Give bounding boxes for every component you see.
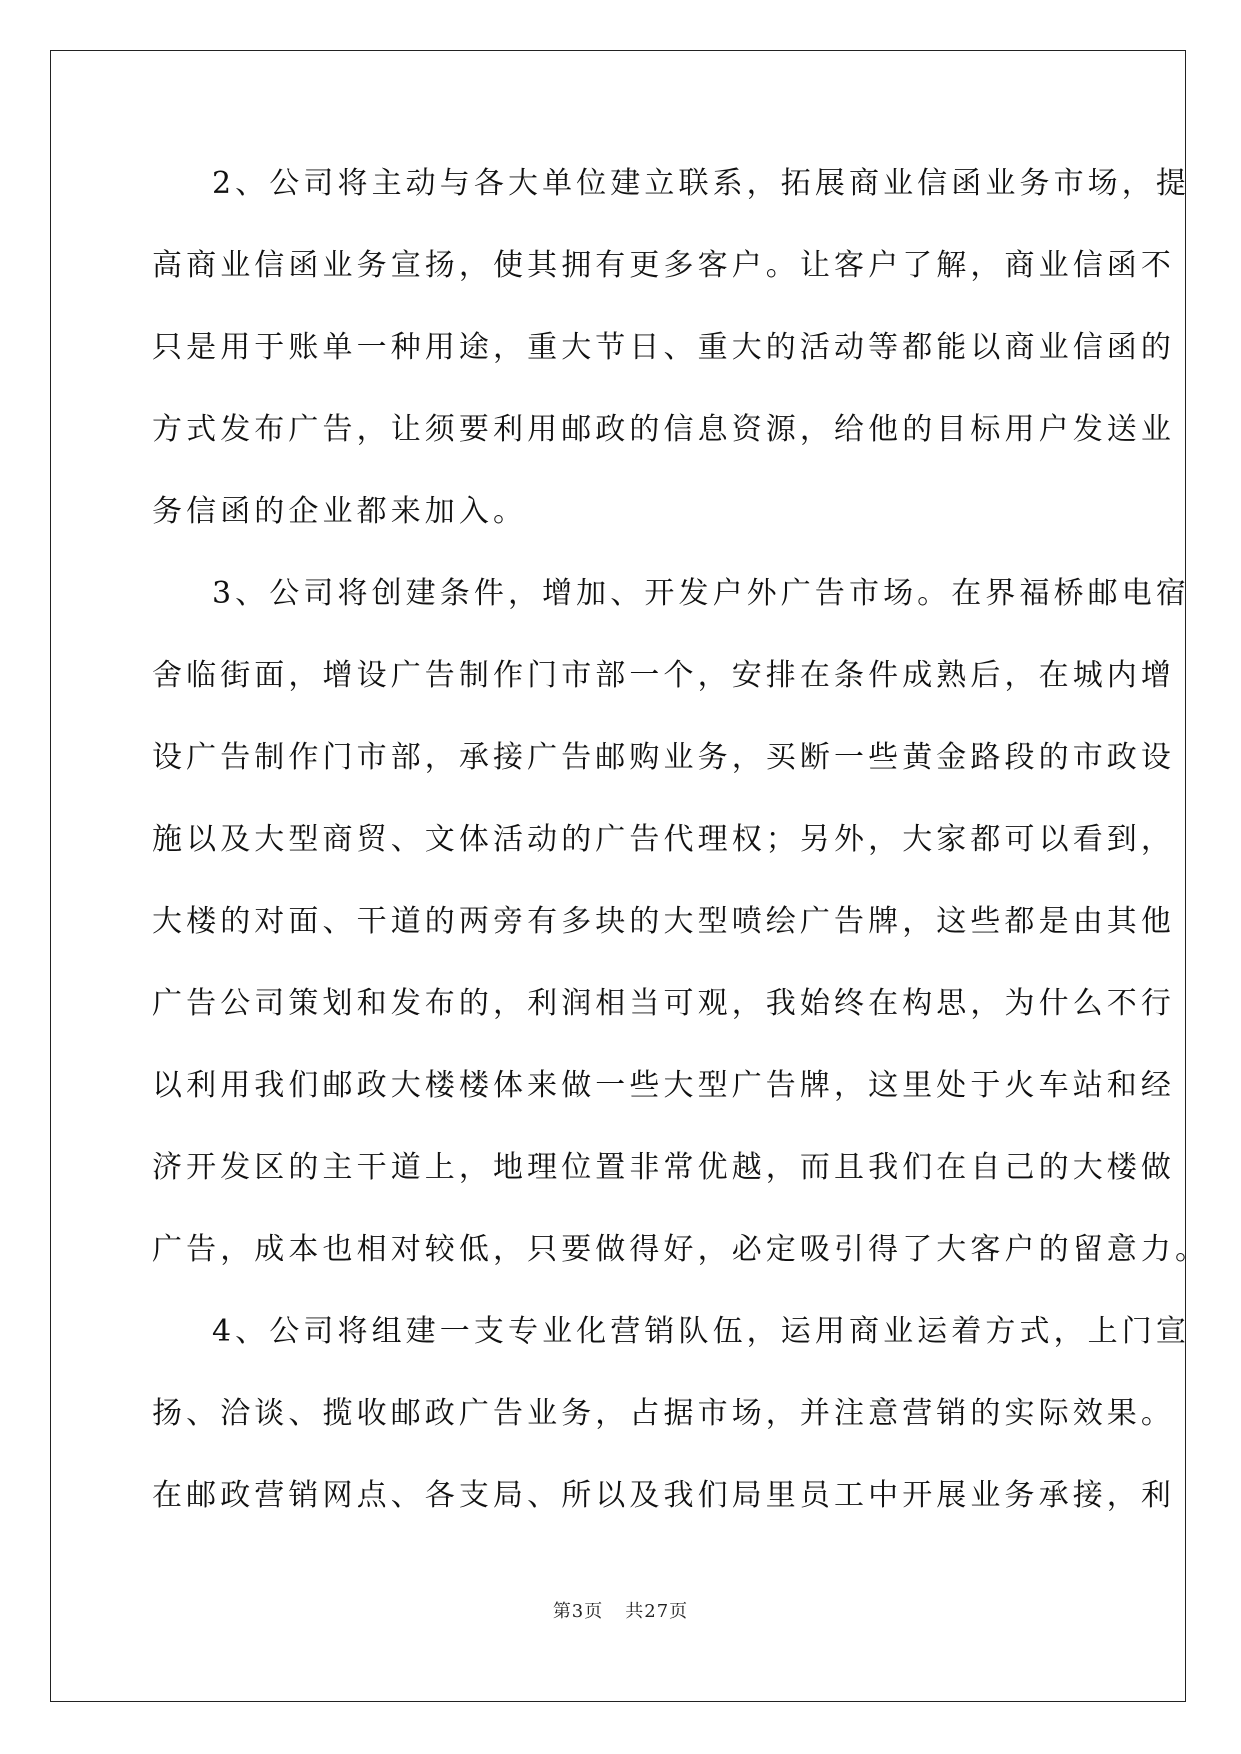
page-number: 第3页: [552, 1601, 604, 1622]
page-footer: [0, 1597, 1241, 1623]
paragraph-2-line-2: 高商业信函业务宣扬，使其拥有更多客户。让客户了解，商业信函不: [152, 248, 1175, 283]
paragraph-2-line-5: 务信函的企业都来加入。: [152, 494, 528, 529]
paragraph-3-line-4: 施以及大型商贸、文体活动的广告代理权；另外，大家都可以看到，: [152, 822, 1175, 857]
paragraph-4-line-1: 4、公司将组建一支专业化营销队伍，运用商业运着方式，上门宣: [212, 1314, 1190, 1349]
paragraph-3-line-7: 以利用我们邮政大楼楼体来做一些大型广告牌，这里处于火车站和经: [152, 1068, 1175, 1103]
paragraph-4-line-2: 扬、洽谈、揽收邮政广告业务，占据市场，并注意营销的实际效果。: [152, 1396, 1175, 1431]
paragraph-3-line-5: 大楼的对面、干道的两旁有多块的大型喷绘广告牌，这些都是由其他: [152, 904, 1175, 939]
paragraph-3-line-6: 广告公司策划和发布的，利润相当可观，我始终在构思，为什么不行: [152, 986, 1175, 1021]
document-body: [152, 159, 1210, 1553]
paragraph-2-line-4: 方式发布广告，让须要利用邮政的信息资源，给他的目标用户发送业: [152, 412, 1175, 447]
paragraph-3-line-9: 广告，成本也相对较低，只要做得好，必定吸引得了大客户的留意力。: [152, 1232, 1210, 1267]
paragraph-4-line-3: 在邮政营销网点、各支局、所以及我们局里员工中开展业务承接，利: [152, 1478, 1175, 1513]
paragraph-3-line-1: 3、公司将创建条件，增加、开发户外广告市场。在界福桥邮电宿: [212, 576, 1190, 611]
paragraph-2-line-3: 只是用于账单一种用途，重大节日、重大的活动等都能以商业信函的: [152, 330, 1175, 365]
paragraph-3-line-8: 济开发区的主干道上，地理位置非常优越，而且我们在自己的大楼做: [152, 1150, 1175, 1185]
paragraph-2-line-1: 2、公司将主动与各大单位建立联系，拓展商业信函业务市场，提: [212, 166, 1190, 201]
paragraph-3-line-3: 设广告制作门市部，承接广告邮购业务，买断一些黄金路段的市政设: [152, 740, 1175, 775]
page-total: 共27页: [625, 1601, 689, 1622]
paragraph-3-line-2: 舍临街面，增设广告制作门市部一个，安排在条件成熟后，在城内增: [152, 658, 1175, 693]
